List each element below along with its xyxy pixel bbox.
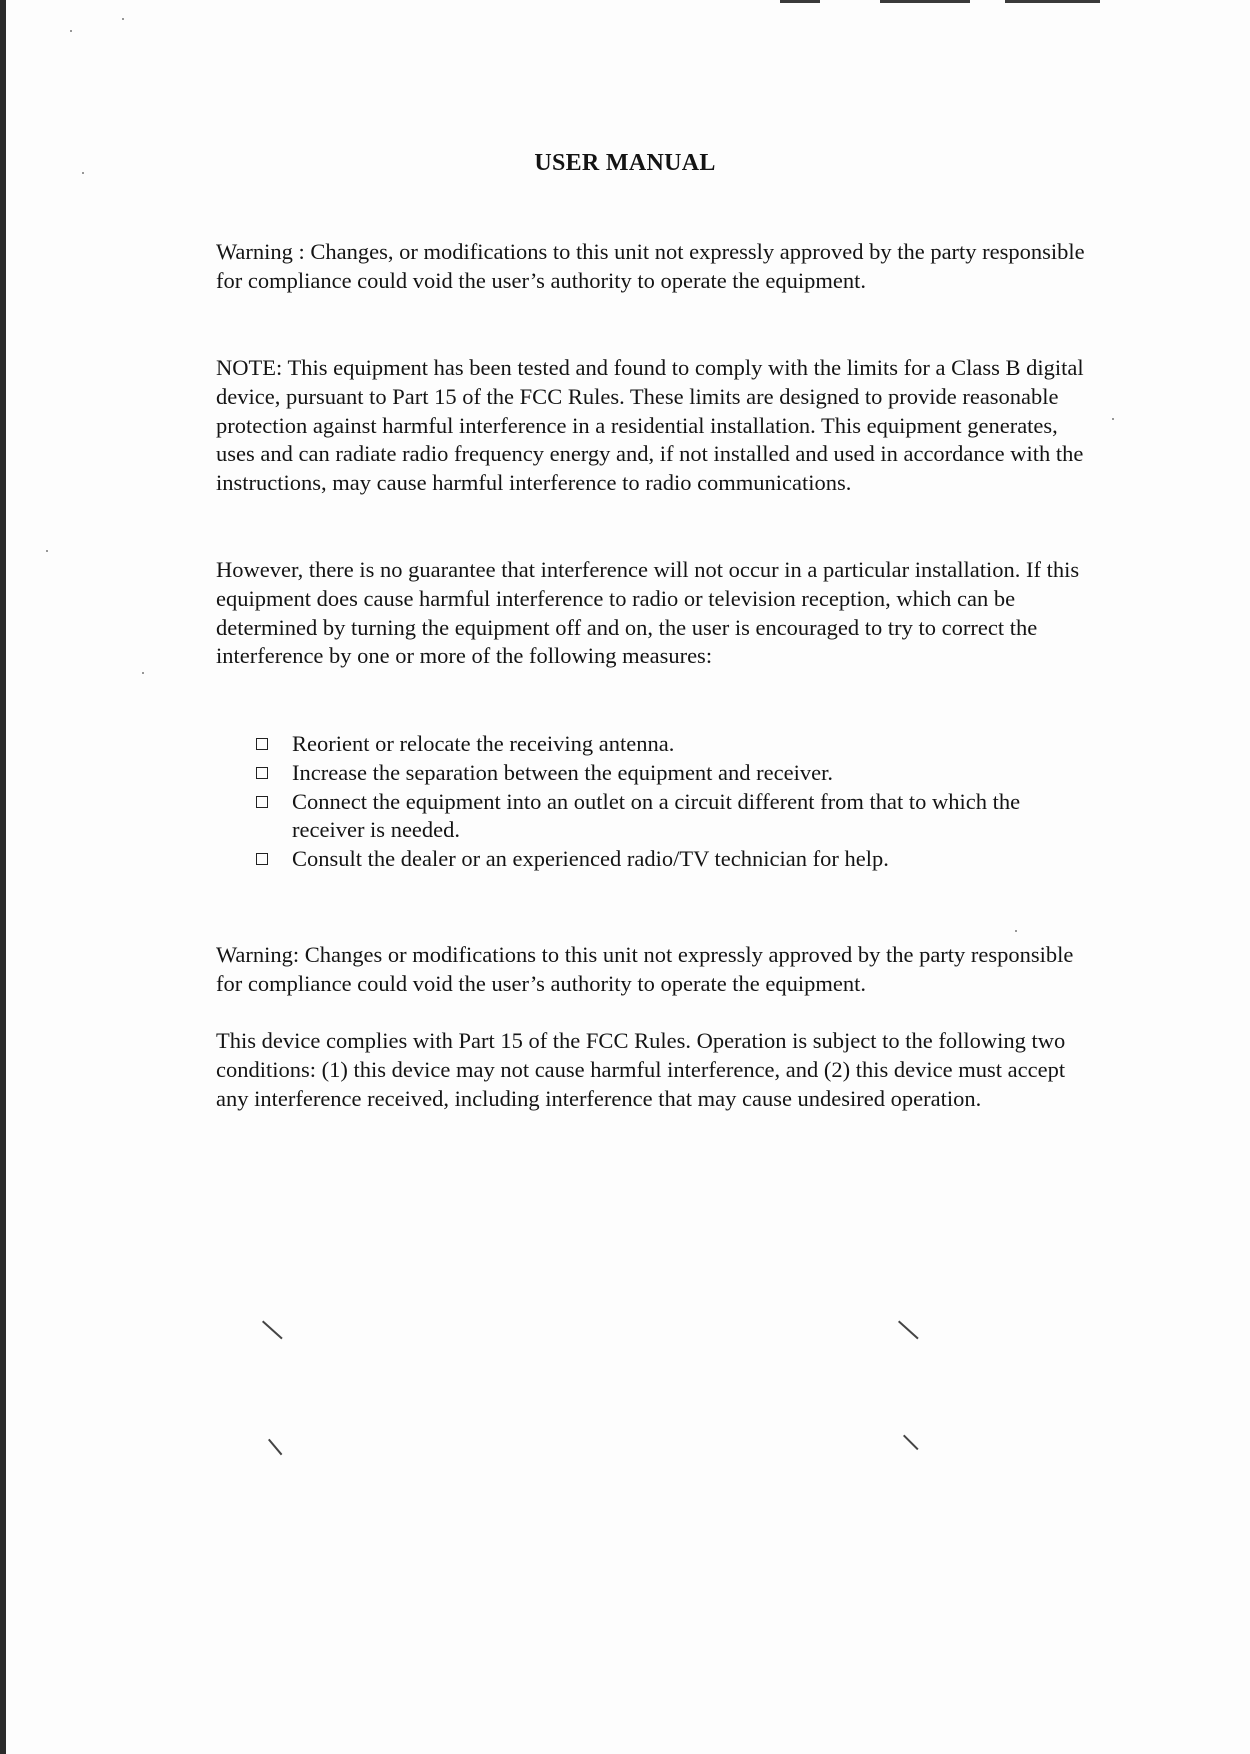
measure-text: Reorient or relocate the receiving antenna. bbox=[292, 731, 675, 756]
measure-text: Connect the equipment into an outlet on a circuit different from that to which the receiver is needed. bbox=[292, 788, 1021, 843]
scan-speck bbox=[142, 672, 144, 674]
scan-top-mark bbox=[880, 0, 970, 3]
scan-speck bbox=[46, 550, 48, 552]
scan-artifact-mark bbox=[268, 1439, 282, 1456]
list-item bbox=[256, 730, 1086, 759]
scan-top-mark bbox=[1005, 0, 1100, 3]
scan-speck bbox=[82, 172, 84, 174]
scan-speck bbox=[1015, 930, 1017, 932]
guarantee-paragraph: However, there is no guarantee that interference will not occur in a particular installation. If this equipment does cause harmful interference to radio or television reception, which can be determined by turning the equipment off and on, the user is encouraged to try to correct the interference by one or more of the following measures: bbox=[216, 557, 1080, 669]
list-item bbox=[256, 788, 1086, 846]
compliance-paragraph: This device complies with Part 15 of the FCC Rules. Operation is subject to the following two conditions: (1) this device may not cause harmful interference, and (2) this device must accept any interference received, including interference that may cause undesired operation. bbox=[216, 1028, 1066, 1111]
scan-speck bbox=[122, 18, 124, 20]
scan-top-mark bbox=[780, 0, 820, 3]
warning-paragraph-bottom: Warning: Changes or modifications to this unit not expressly approved by the party responsible for compliance could void the user’s authority to operate the equipment. bbox=[216, 942, 1074, 996]
page-title: USER MANUAL bbox=[534, 150, 716, 176]
checkbox-bullet-icon bbox=[256, 767, 268, 779]
scan-left-edge bbox=[0, 0, 6, 1754]
measure-text: Increase the separation between the equipment and receiver. bbox=[292, 759, 833, 785]
scan-speck bbox=[1112, 418, 1114, 420]
note-paragraph: NOTE: This equipment has been tested and found to comply with the limits for a Class B digital device, pursuant to Part 15 of the FCC Rules. These limits are designed to provide reasonable protection against harmful interference in a residential installation. This equipment generates, uses and can radiate radio frequency energy and, if not installed and used in accordance with the instructions, may cause harmful interference to radio communications. bbox=[216, 355, 1084, 496]
warning-paragraph-top: Warning : Changes, or modifications to this unit not expressly approved by the party responsible for compliance could void the user’s authority to operate the equipment. bbox=[216, 239, 1085, 293]
scan-speck bbox=[70, 30, 72, 32]
checkbox-bullet-icon bbox=[256, 853, 268, 865]
list-item bbox=[256, 759, 1086, 788]
list-item bbox=[256, 845, 1086, 874]
measures-list bbox=[256, 730, 1086, 874]
measure-text: Consult the dealer or an experienced radio/TV technician for help. bbox=[292, 846, 889, 872]
checkbox-bullet-icon bbox=[256, 796, 268, 808]
scan-artifact-mark bbox=[903, 1435, 919, 1451]
checkbox-bullet-icon bbox=[256, 738, 268, 750]
scan-artifact-mark bbox=[262, 1321, 283, 1340]
scan-artifact-mark bbox=[898, 1321, 919, 1340]
